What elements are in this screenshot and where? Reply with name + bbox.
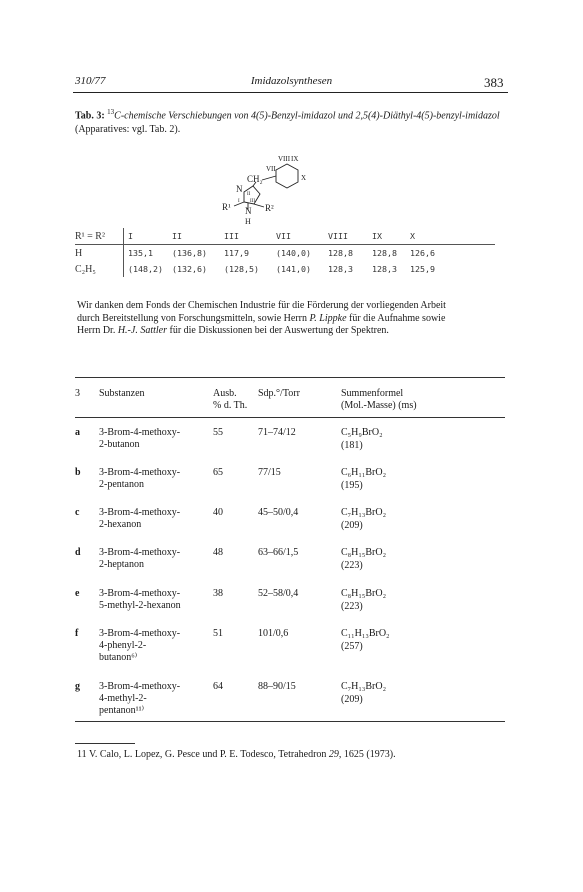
row-id: g — [75, 681, 80, 692]
table-cell: 125,9 — [410, 264, 435, 274]
table-cell: (141,0) — [276, 264, 311, 274]
sdp-value: 77/15 — [258, 467, 281, 478]
subst-line: 4-methyl-2- — [99, 693, 147, 704]
col-header: III — [224, 228, 276, 245]
mass: (181) — [341, 440, 363, 451]
row-id: b — [75, 467, 81, 478]
ack-text: Herrn Dr. — [77, 325, 118, 336]
row-id: c — [75, 507, 80, 518]
ausb-value: 55 — [213, 427, 223, 438]
sdp-value: 45–50/0,4 — [258, 507, 299, 518]
caption-text: C-chemische Verschiebungen von 4(5)-Benzyl-imidazol und 2,5(4)-Diäthyl-4(5)-benzyl-imidazol — [114, 110, 500, 122]
subst-line: 3-Brom-4-methoxy- — [99, 628, 181, 639]
caption-suffix: (Apparatives: vgl. Tab. 2). — [75, 124, 181, 136]
row-id: d — [75, 547, 81, 558]
struct-label: R¹ — [222, 202, 231, 212]
mass: (223) — [341, 560, 363, 571]
ack-text: für die Aufnahme sowie — [346, 312, 446, 324]
subst-line: 2-heptanon — [99, 559, 144, 570]
col-header-sdp: Sdp.°/Torr — [258, 388, 300, 399]
formula: C₆H₁₁BrO₂ — [341, 467, 387, 478]
struct-label: X — [301, 174, 307, 182]
subst-line: pentanon¹¹⁾ — [99, 705, 145, 716]
mass: (209) — [341, 520, 363, 531]
mass: (223) — [341, 601, 363, 612]
ausb-value: 38 — [213, 588, 223, 599]
formula: C₇H₁₃BrO₂ — [341, 507, 387, 518]
struct-label: IX — [291, 155, 299, 163]
col-header: II — [172, 228, 224, 245]
col-header: R¹ = R² — [75, 228, 124, 245]
ack-text: für die Diskussionen bei der Auswertung der Spektren. — [166, 325, 389, 336]
table-cell: (140,0) — [276, 248, 311, 258]
table-cell: (128,5) — [224, 264, 259, 274]
running-title: Imidazolsynthesen — [250, 75, 333, 87]
caption-sup: 13 — [107, 108, 115, 116]
ack-name: P. Lippke — [309, 312, 347, 324]
table-cell: 128,8 — [328, 248, 353, 258]
table-cell: 117,9 — [224, 248, 249, 258]
col-header-mass: (Mol.-Masse) (ms) — [341, 400, 417, 411]
footnote-text: 11 V. Calo, L. Lopez, G. Pesce und P. E. Todesco, Tetrahedron — [77, 749, 329, 760]
subst-line: 5-methyl-2-hexanon — [99, 600, 181, 611]
subst-line: 3-Brom-4-methoxy- — [99, 547, 181, 558]
ausb-value: 40 — [213, 507, 223, 518]
mass: (257) — [341, 641, 363, 652]
formula: C₈H₁₅BrO₂ — [341, 547, 387, 558]
col-header-ausb: Ausb. — [213, 388, 237, 399]
subst-line: 2-pentanon — [99, 479, 144, 490]
formula: C₈H₁₅BrO₂ — [341, 588, 387, 599]
table-cell: 128,3 — [372, 264, 397, 274]
table-cell: 128,3 — [328, 264, 353, 274]
subst-line: 2-hexanon — [99, 519, 142, 530]
table-row — [75, 261, 495, 277]
subst-line: 3-Brom-4-methoxy- — [99, 507, 181, 518]
formula: C₁₁H₁₃BrO₂ — [341, 628, 390, 639]
footnote-volume: 29 — [328, 749, 339, 760]
struct-label: N — [236, 184, 243, 194]
footnote-rest: , 1625 (1973). — [338, 749, 396, 760]
table-cell: 135,1 — [128, 248, 153, 258]
table-cell: 128,8 — [372, 248, 397, 258]
col-header-formel: Summenformel — [341, 388, 404, 399]
ack-line — [77, 325, 517, 338]
struct-label: CH₂ — [247, 174, 263, 184]
formula: C₅H₉BrO₂ — [341, 427, 383, 438]
col-header: I — [124, 228, 173, 245]
subst-line: 3-Brom-4-methoxy- — [99, 427, 181, 438]
table-cell: (132,6) — [172, 264, 207, 274]
table-cell: 126,6 — [410, 248, 435, 258]
struct-label: R² — [265, 203, 274, 213]
footnote — [77, 749, 396, 760]
table-cell: (148,2) — [128, 264, 163, 274]
ack-line: Wir danken dem Fonds der Chemischen Industrie für die Förderung der vorliegenden Arbeit — [77, 300, 446, 311]
struct-label: II — [247, 192, 251, 197]
col-header-ausb-unit: % d. Th. — [213, 400, 248, 411]
col-header: IX — [372, 228, 410, 245]
subst-line: 2-butanon — [99, 439, 140, 450]
formula: C₇H₁₃BrO₂ — [341, 681, 387, 692]
table-header-rule — [75, 417, 505, 418]
table-top-rule — [75, 377, 505, 378]
subst-line: 3-Brom-4-methoxy- — [99, 588, 181, 599]
col-header-subst: Substanzen — [99, 388, 145, 399]
struct-label: N — [245, 206, 252, 216]
ausb-value: 65 — [213, 467, 223, 478]
footnote-rule — [75, 743, 135, 744]
ack-text: durch Bereitstellung von Forschungsmitteln, sowie Herrn — [77, 312, 310, 324]
row-id: f — [75, 628, 79, 639]
header-rule — [73, 92, 508, 93]
mass: (209) — [341, 694, 363, 705]
struct-label: VII — [266, 165, 276, 173]
acknowledgement — [77, 300, 517, 338]
sdp-value: 71–74/12 — [258, 427, 296, 438]
shift-table — [75, 228, 495, 277]
table-caption — [75, 105, 515, 137]
imidazole-structure — [190, 152, 330, 227]
struct-label: III — [250, 199, 255, 204]
struct-label: VIII — [278, 155, 291, 163]
row-id: a — [75, 427, 80, 438]
sdp-value: 101/0,6 — [258, 628, 289, 639]
running-page-ref: 310/77 — [75, 75, 106, 87]
col-header: X — [410, 228, 495, 245]
table-cell: (136,8) — [172, 248, 207, 258]
table-cell: C₂H₅ — [75, 261, 124, 277]
sdp-value: 88–90/15 — [258, 681, 296, 692]
row-id: e — [75, 588, 80, 599]
col-header: VIII — [328, 228, 372, 245]
ausb-value: 48 — [213, 547, 223, 558]
subst-line: 3-Brom-4-methoxy- — [99, 467, 181, 478]
caption-label: Tab. 3: — [75, 110, 105, 122]
ack-line — [77, 313, 517, 326]
page-number: 383 — [484, 75, 504, 90]
subst-line: 3-Brom-4-methoxy- — [99, 681, 181, 692]
ack-name: H.-J. Sattler — [117, 325, 167, 336]
subst-line: butanon⁶⁾ — [99, 652, 138, 663]
shift-table-header — [75, 228, 495, 245]
table-bottom-rule — [75, 721, 505, 722]
struct-label: I — [238, 199, 240, 204]
sdp-value: 52–58/0,4 — [258, 588, 299, 599]
ausb-value: 64 — [213, 681, 223, 692]
table-row — [75, 245, 495, 262]
sdp-value: 63–66/1,5 — [258, 547, 299, 558]
ausb-value: 51 — [213, 628, 223, 639]
col-header-num: 3 — [75, 388, 80, 399]
table-cell: H — [75, 245, 124, 262]
col-header: VII — [276, 228, 328, 245]
subst-line: 4-phenyl-2- — [99, 640, 147, 651]
mass: (195) — [341, 480, 363, 491]
struct-label: H — [245, 217, 251, 226]
